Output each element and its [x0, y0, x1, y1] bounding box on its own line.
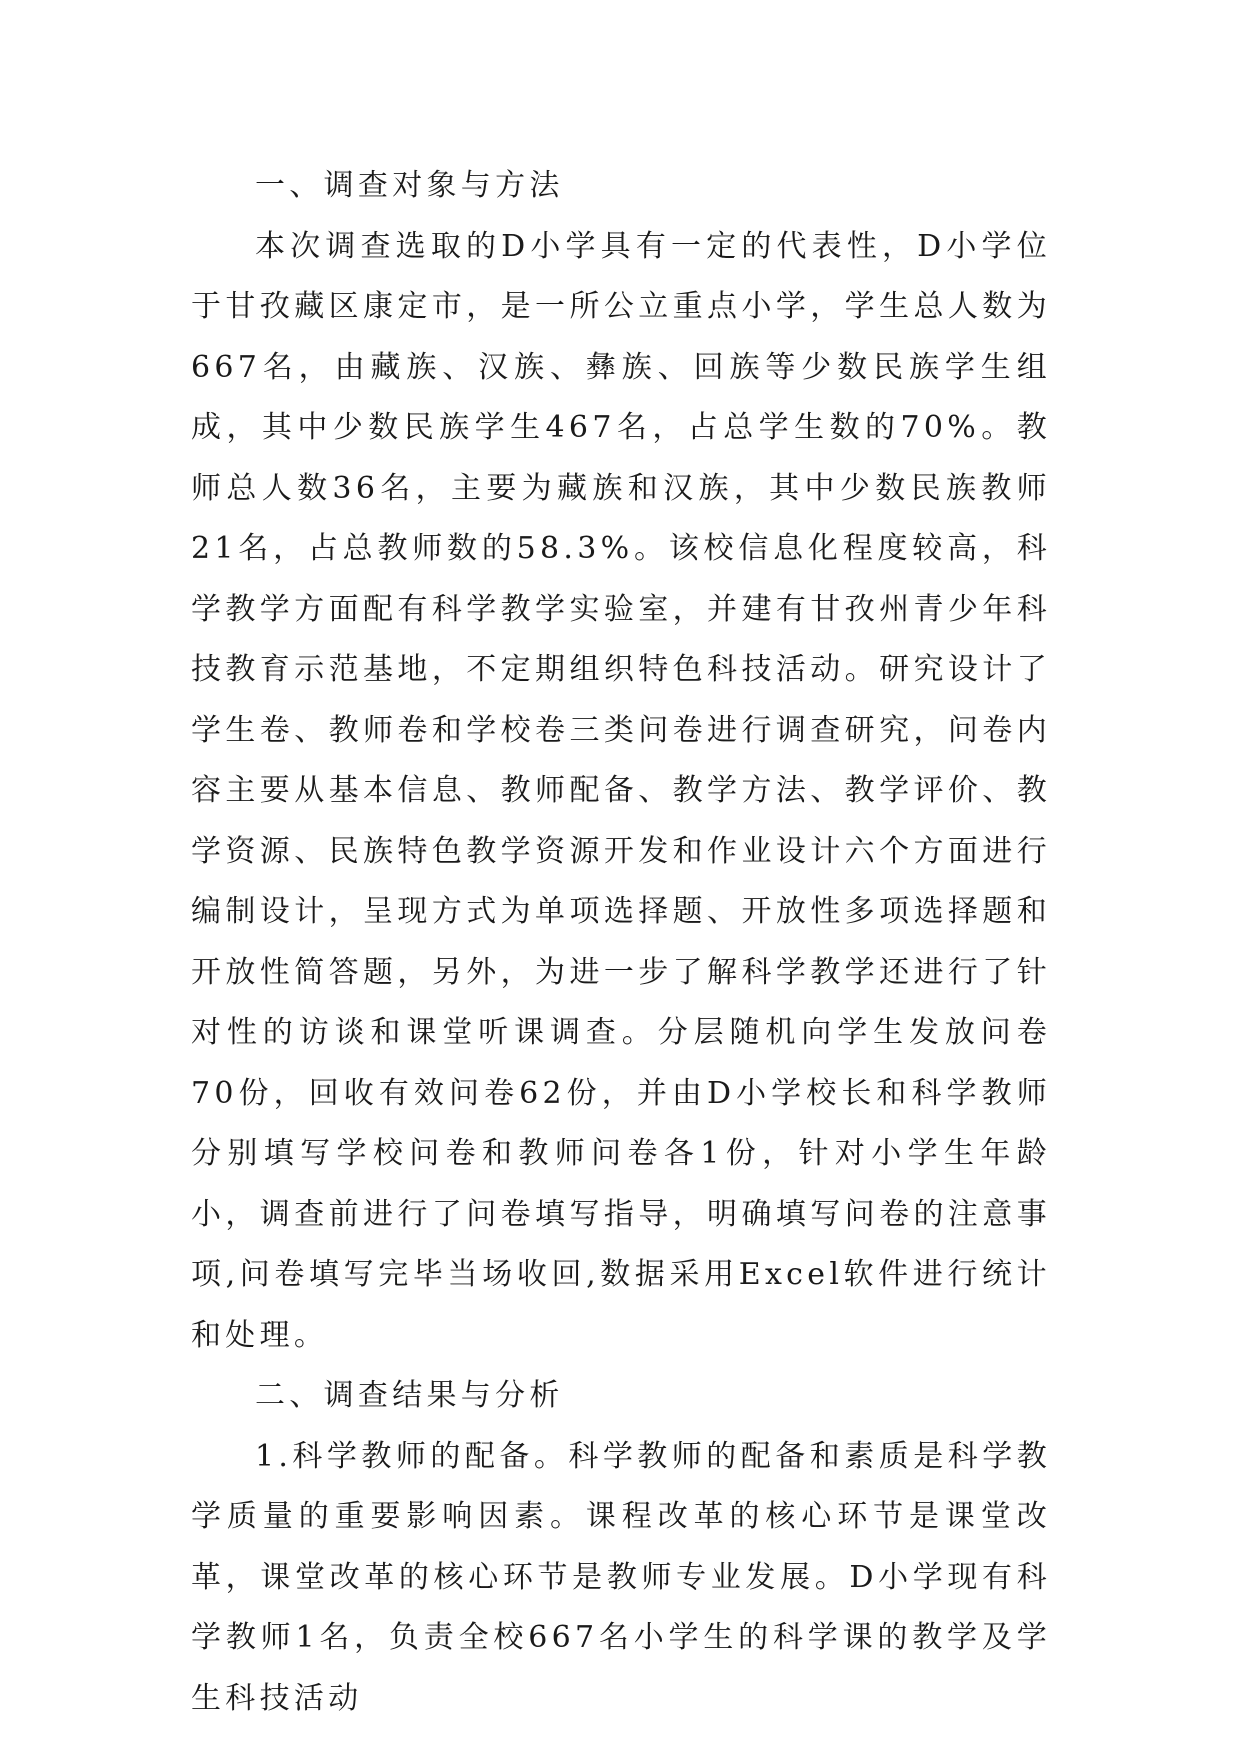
section-heading-1: 一、调查对象与方法 — [255, 168, 564, 203]
section-paragraph-2: 1.科学教师的配备。科学教师的配备和素质是科学教学质量的重要影响因素。课程改革的核心环节是课堂改革，课堂改革的核心环节是教师专业发展。D小学现有科学教师1名，负责全校667名小学生的科学课的教学及学生科技活动 — [191, 1438, 1051, 1716]
document-body — [191, 156, 1051, 1729]
section-paragraph-1: 本次调查选取的D小学具有一定的代表性，D小学位于甘孜藏区康定市，是一所公立重点小学，学生总人数为667名，由藏族、汉族、彝族、回族等少数民族学生组成，其中少数民族学生467名，占总学生数的70%。教师总人数36名，主要为藏族和汉族，其中少数民族教师21名，占总教师数的58.3%。该校信息化程度较高，科学教学方面配有科学教学实验室，并建有甘孜州青少年科技教育示范基地，不定期组织特色科技活动。研究设计了学生卷、教师卷和学校卷三类问卷进行调查研究，问卷内容主要从基本信息、教师配备、教学方法、教学评价、教学资源、民族特色教学资源开发和作业设计六个方面进行编制设计，呈现方式为单项选择题、开放性多项选择题和开放性简答题，另外，为进一步了解科学教学还进行了针对性的访谈和课堂听课调查。分层随机向学生发放问卷70份，回收有效问卷62份，并由D小学校长和科学教师分别填写学校问卷和教师问卷各1份，针对小学生年龄小，调查前进行了问卷填写指导，明确填写问卷的注意事项,问卷填写完毕当场收回,数据采用Excel软件进行统计和处理。 — [191, 228, 1051, 1353]
section-heading-2: 二、调查结果与分析 — [255, 1378, 564, 1413]
